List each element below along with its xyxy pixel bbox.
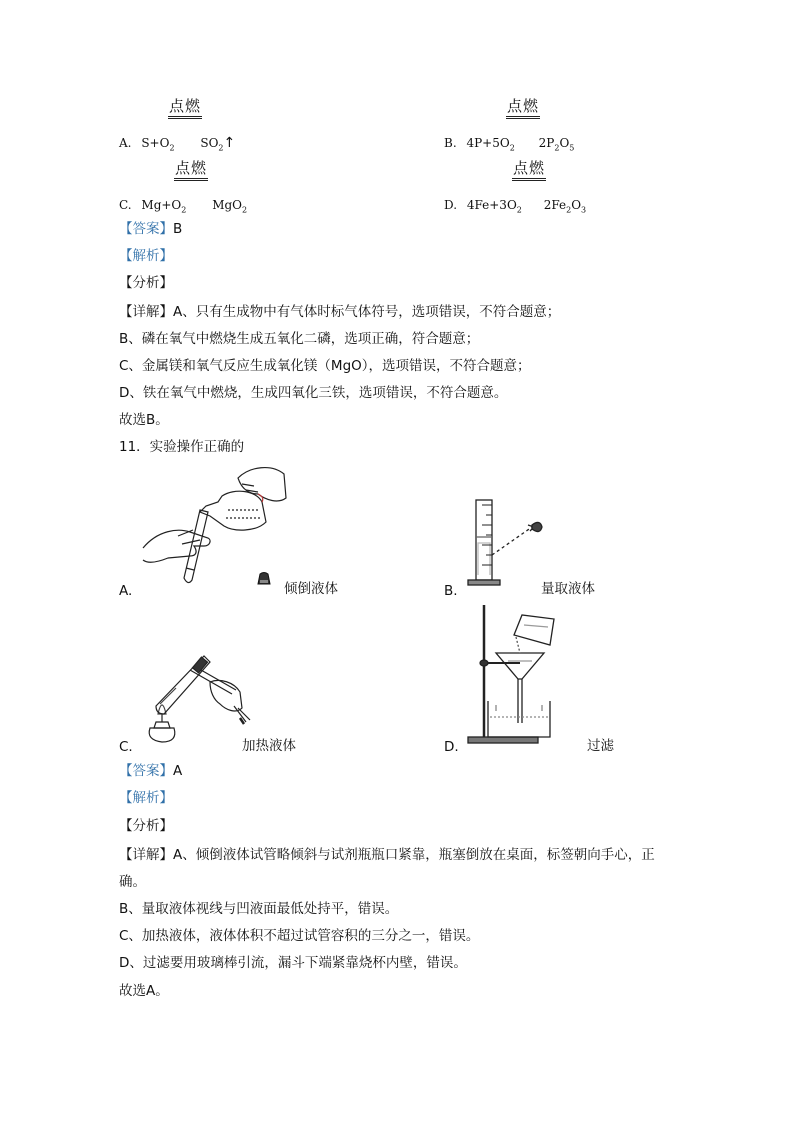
option-letter: B.: [444, 136, 457, 150]
option-c-equation[interactable]: [119, 198, 247, 217]
detail-line: D、过滤要用玻璃棒引流，漏斗下端紧靠烧杯内壁，错误。: [119, 955, 467, 971]
detail-line: C、金属镁和氧气反应生成氧化镁（MgO），选项错误，不符合题意；: [119, 358, 531, 374]
option-d-equation[interactable]: [444, 198, 586, 217]
stopper-icon: [256, 570, 272, 586]
filtration-figure: [464, 605, 564, 745]
xiangjie-tag: 【详解】: [119, 304, 173, 320]
detail-line: 【详解】A、只有生成物中有气体时标气体符号，选项错误，不符合题意；: [119, 304, 561, 320]
answer-tag: 【答案】: [119, 763, 173, 779]
option-c-caption[interactable]: 加热液体: [242, 738, 296, 754]
reactants: $S+O_2$: [141, 136, 175, 153]
condition-label-c: 点燃: [174, 159, 208, 181]
option-d-caption[interactable]: 过滤: [587, 738, 614, 754]
gas-arrow-icon: ↑: [223, 135, 236, 151]
option-c-letter: C.: [119, 739, 133, 755]
reactants: $4Fe+3O_2$: [466, 198, 522, 215]
answer-line: [119, 220, 182, 238]
fenxi-tag: 【分析】: [119, 818, 173, 834]
conclusion-line: 故选A。: [119, 983, 169, 999]
detail-line: B、量取液体视线与凹液面最低处持平，错误。: [119, 901, 399, 917]
answer-line: [119, 762, 182, 780]
detail-line: C、加热液体，液体体积不超过试管容积的三分之一，错误。: [119, 928, 480, 944]
answer-value: A: [173, 763, 183, 779]
condition-label-b: 点燃: [506, 97, 540, 119]
heating-liquid-figure: [142, 648, 252, 748]
reactants: $4P+5O_2$: [466, 136, 515, 153]
option-b-caption[interactable]: 量取液体: [541, 581, 595, 597]
conclusion-line: 故选B。: [119, 412, 169, 428]
answer-value: B: [173, 221, 183, 237]
option-letter: C.: [119, 198, 132, 212]
fenxi-tag: 【分析】: [119, 275, 173, 291]
detail-line: 确。: [119, 874, 146, 890]
products: $SO_2↑$: [200, 135, 236, 153]
condition-label-d: 点燃: [512, 159, 546, 181]
option-a-letter: A.: [119, 583, 133, 599]
option-letter: A.: [119, 136, 132, 150]
option-b-equation[interactable]: [444, 136, 574, 155]
detail-line: D、铁在氧气中燃烧，生成四氧化三铁，选项错误，不符合题意。: [119, 385, 508, 401]
jiexi-tag: 【解析】: [119, 248, 173, 264]
option-b-letter: B.: [444, 583, 458, 599]
detail-line: B、磷在氧气中燃烧生成五氧化二磷，选项正确，符合题意；: [119, 331, 480, 347]
products: $2P_2O_5$: [538, 136, 575, 153]
reactants: $Mg+O_2$: [141, 198, 187, 215]
question-title: 11．实验操作正确的: [119, 439, 245, 455]
xiangjie-tag: 【详解】: [119, 847, 173, 863]
option-a-caption[interactable]: 倾倒液体: [284, 581, 338, 597]
option-letter: D.: [444, 198, 458, 212]
products: $2Fe_2O_3$: [543, 198, 587, 215]
answer-tag: 【答案】: [119, 221, 173, 237]
jiexi-tag: 【解析】: [119, 790, 173, 806]
condition-label-a: 点燃: [168, 97, 202, 119]
option-a-equation[interactable]: [119, 136, 235, 155]
products: MgO$_2$: [212, 198, 248, 215]
detail-line: 【详解】A、倾倒液体试管略倾斜与试剂瓶瓶口紧靠，瓶塞倒放在桌面，标签朝向手心，正: [119, 847, 655, 863]
option-d-letter: D.: [444, 739, 459, 755]
